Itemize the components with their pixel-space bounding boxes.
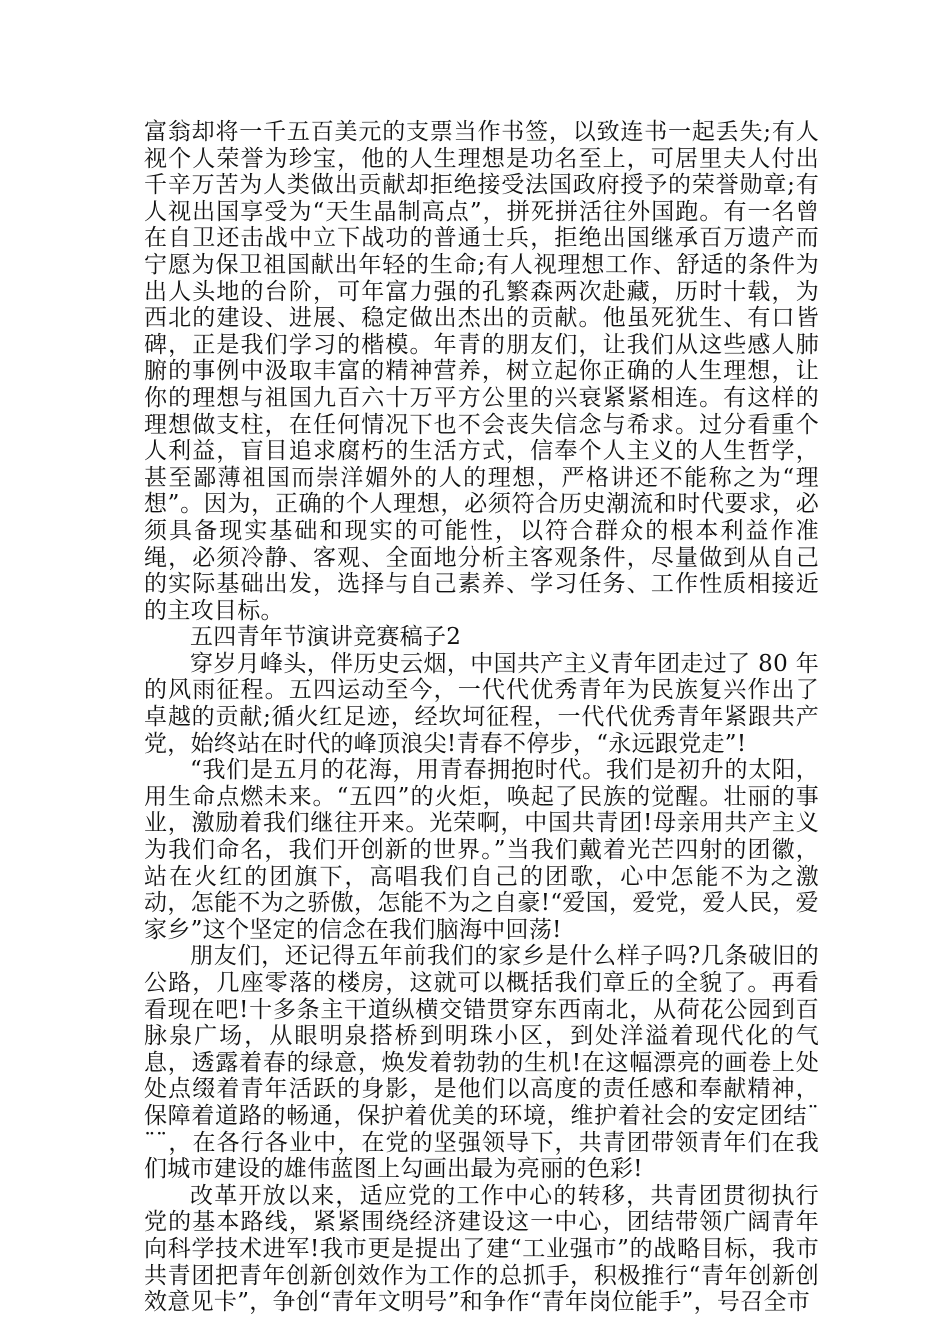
body-paragraph-5: 改革开放以来，适应党的工作中心的转移，共青团贯彻执行党的基本路线，紧紧围绕经济建设这一中心，团结带领广阔青年向科学技术进军!我市更是提出了建“工业强市”的战略目标，我市共青团把青年创新创效作为工作的总抓手，积极推行“青年创新创效意见卡”，争创“青年文明号”和争作“青年岗位能手”，号召全市 (144, 1182, 819, 1316)
body-paragraph-3: “我们是五月的花海，用青春拥抱时代。我们是初升的太阳，用生命点燃未来。“五四”的火炬，唤起了民族的觉醒。壮丽的事业，激励着我们继往开来。光荣啊，中国共青团!母亲用共产主义为我们命名，我们开创新的世界。”当我们戴着光芒四射的团徽，站在火红的团旗下，高唱我们自己的团歌，心中怎能不为之激动，怎能不为之骄傲，怎能不为之自豪!“爱国，爱党，爱人民，爱家乡”这个坚定的信念在我们脑海中回荡! (144, 757, 819, 943)
body-paragraph-1: 富翁却将一千五百美元的支票当作书签，以致连书一起丢失;有人视个人荣誉为珍宝，他的人生理想是功名至上，可居里夫人付出千辛万苦为人类做出贡献却拒绝接受法国政府授予的荣誉勋章;有人视出国享受为“天生晶制高点”，拼死拼活往外国跑。有一名曾在自卫还击战中立下战功的普通士兵，拒绝出国继承百万遗产而宁愿为保卫祖国献出年轻的生命;有人视理想工作、舒适的条件为出人头地的台阶，可年富力强的孔繁森两次赴藏，历时十载，为西北的建设、进展、稳定做出杰出的贡献。他虽死犹生、有口皆碑，正是我们学习的楷模。年青的朋友们，让我们从这些感人肺腑的事例中汲取丰富的精神营养，树立起你正确的人生理想，让你的理想与祖国九百六十万平方公里的兴衰紧紧相连。有这样的理想做支柱，在任何情况下也不会丧失信念与希求。过分看重个人利益，盲目追求腐朽的生活方式，信奉个人主义的人生哲学，甚至鄙薄祖国而崇洋媚外的人的理想，严格讲还不能称之为“理想”。因为，正确的个人理想，必须符合历史潮流和时代要求，必须具备现实基础和现实的可能性，以符合群众的根本利益作准绳，必须冷静、客观、全面地分析主客观条件，尽量做到从自己的实际基础出发，选择与自己素养、学习任务、工作性质相接近的主攻目标。 (144, 119, 819, 624)
section-heading: 五四青年节演讲竞赛稿子2 (190, 624, 462, 651)
body-paragraph-4: 朋友们，还记得五年前我们的家乡是什么样子吗?几条破旧的公路，几座零落的楼房，这就可以概括我们章丘的全貌了。再看看现在吧!十多条主干道纵横交错贯穿东西南北，从荷花公园到百脉泉广场，从眼明泉搭桥到明珠小区，到处洋溢着现代化的气息，透露着春的绿意，焕发着勃勃的生机!在这幅漂亮的画卷上处处点缀着青年活跃的身影，是他们以高度的责任感和奉献精神，保障着道路的畅通，保护着优美的环境，维护着社会的安定团结¨¨¨，在各行各业中，在党的坚强领导下，共青团带领青年们在我们城市建设的雄伟蓝图上勾画出最为亮丽的色彩! (144, 943, 819, 1183)
body-paragraph-2: 穿岁月峰头，伴历史云烟，中国共产主义青年团走过了 80 年的风雨征程。五四运动至今，一代代优秀青年为民族复兴作出了卓越的贡献;循火红足迹，经坎坷征程，一代代优秀青年紧跟共产党，始终站在时代的峰顶浪尖!青春不停步，“永远跟党走”! (144, 650, 819, 757)
document-page (144, 119, 819, 1316)
